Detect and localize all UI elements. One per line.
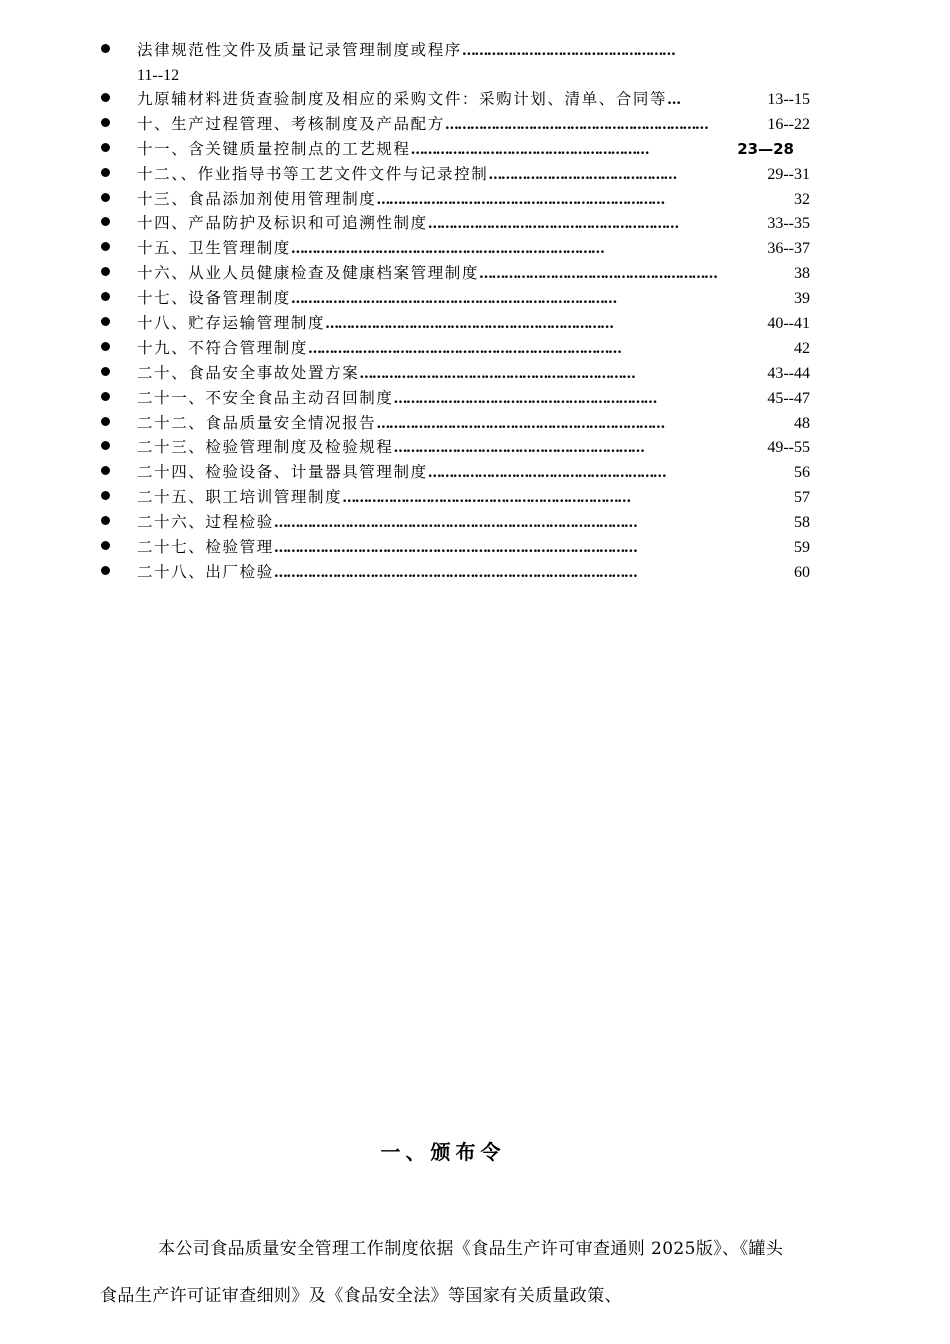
- toc-title: 二十、食品安全事故处置方案: [137, 363, 360, 382]
- toc-title: 十九、不符合管理制度: [137, 338, 309, 357]
- toc-title: 法律规范性文件及质量记录管理制度或程序: [137, 41, 462, 59]
- toc-page-number: 11--12: [137, 66, 180, 84]
- toc-title: 二十五、职工培训管理制度: [137, 488, 343, 507]
- toc-page-number: 57: [794, 489, 810, 507]
- bullet-icon: [101, 466, 110, 475]
- bullet-icon: [101, 242, 110, 251]
- toc-leader: ………………………………………………………: [393, 390, 657, 407]
- bullet-icon: [101, 491, 110, 500]
- section-heading: 一、颁布令: [380, 1140, 506, 1164]
- toc-title: 二十一、不安全食品主动召回制度: [137, 388, 394, 407]
- bullet-icon: [101, 417, 110, 426]
- toc-page-number: 29--31: [767, 165, 810, 183]
- toc-item: [98, 386, 810, 411]
- toc-item: [98, 187, 810, 212]
- toc-item: [98, 435, 810, 460]
- toc-leader: …………………………………………………………………: [308, 340, 621, 357]
- toc-leader: ……………………………………………: [461, 43, 675, 59]
- table-of-contents: [98, 38, 810, 585]
- toc-item: [98, 411, 810, 436]
- toc-title: 二十八、出厂检验: [137, 562, 274, 581]
- toc-leader: ……………………………………………………………: [376, 191, 664, 208]
- toc-page-number: 33--35: [767, 215, 810, 233]
- toc-page-number: 45--47: [767, 389, 810, 407]
- toc-leader: ……………………………………………………………………………: [273, 515, 637, 532]
- toc-leader: ………………………………………: [488, 166, 676, 183]
- toc-page-number: 32: [794, 190, 810, 208]
- toc-leader: …: [667, 92, 680, 108]
- toc-page-number: 13--15: [767, 91, 810, 108]
- toc-item: [98, 162, 810, 187]
- toc-page-number: 60: [794, 563, 810, 581]
- toc-leader: ………………………………………………………: [444, 116, 708, 133]
- bullet-icon: [101, 441, 110, 450]
- bullet-icon: [101, 217, 110, 226]
- toc-item: [98, 261, 810, 286]
- toc-title: 十、生产过程管理、考核制度及产品配方: [137, 114, 445, 133]
- toc-title: 二十六、过程检验: [137, 513, 274, 532]
- toc-title: 十四、产品防护及标识和可追溯性制度: [137, 214, 428, 233]
- toc-item: [98, 336, 810, 361]
- toc-leader: ……………………………………………………………………………: [273, 564, 637, 581]
- toc-page-number: 59: [794, 539, 810, 557]
- toc-page-number: 49--55: [767, 439, 810, 457]
- toc-item: [98, 485, 810, 510]
- toc-title: 二十三、检验管理制度及检验规程: [137, 438, 394, 457]
- toc-page-number: 38: [794, 265, 810, 283]
- toc-title: 十一、含关键质量控制点的工艺规程: [137, 139, 411, 158]
- toc-leader: …………………………………………………: [410, 141, 649, 158]
- toc-item: [98, 510, 810, 535]
- toc-leader: ……………………………………………………………: [325, 316, 613, 333]
- toc-item: [98, 87, 810, 112]
- toc-leader: …………………………………………………………………: [290, 241, 604, 258]
- toc-title: 二十二、食品质量安全情况报告: [137, 413, 377, 432]
- toc-title: 十七、设备管理制度: [137, 289, 291, 308]
- toc-item: [98, 137, 810, 162]
- toc-leader: ……………………………………………………: [427, 216, 678, 233]
- toc-title: 十五、卫生管理制度: [137, 239, 291, 258]
- bullet-icon: [101, 193, 110, 202]
- toc-leader: ……………………………………………………………………: [290, 291, 616, 308]
- toc-page-number: 36--37: [767, 240, 810, 258]
- toc-item: [98, 38, 810, 87]
- toc-title: 十八、贮存运输管理制度: [137, 314, 326, 333]
- bullet-icon: [101, 292, 110, 301]
- bullet-icon: [101, 392, 110, 401]
- toc-page-number: 56: [794, 464, 810, 482]
- toc-leader: ……………………………………………………………: [342, 490, 630, 507]
- toc-leader: …………………………………………………………: [359, 365, 635, 382]
- bullet-icon: [101, 267, 110, 276]
- bullet-icon: [101, 44, 110, 53]
- bullet-icon: [101, 342, 110, 351]
- bullet-icon: [101, 118, 110, 127]
- toc-title: 二十四、检验设备、计量器具管理制度: [137, 463, 428, 482]
- toc-title: 十二、、作业指导书等工艺文件文件与记录控制: [137, 164, 489, 183]
- toc-title: 十三、食品添加剂使用管理制度: [137, 189, 377, 208]
- toc-leader: ……………………………………………………: [393, 440, 644, 457]
- toc-item: [98, 236, 810, 261]
- bullet-icon: [101, 143, 110, 152]
- toc-leader: ……………………………………………………………: [376, 415, 664, 432]
- toc-leader: …………………………………………………: [479, 266, 717, 283]
- bullet-icon: [101, 168, 110, 177]
- toc-title: 九原辅材料进货查验制度及相应的采购文件：采购计划、清单、合同等: [137, 90, 668, 108]
- toc-leader: …………………………………………………: [427, 465, 666, 482]
- toc-page-number: 39: [794, 290, 810, 308]
- toc-leader: ……………………………………………………………………………: [273, 540, 637, 557]
- toc-page-number: 23—28: [737, 139, 794, 158]
- bullet-icon: [101, 317, 110, 326]
- toc-page-number: 40--41: [767, 315, 810, 333]
- bullet-icon: [101, 541, 110, 550]
- toc-item: [98, 560, 810, 585]
- bullet-icon: [101, 516, 110, 525]
- body-paragraph: 本公司食品质量安全管理工作制度依据《食品生产许可审查通则 2025版》、《罐头食品生产许可证审查细则》及《食品安全法》等国家有关质量政策、: [100, 1239, 784, 1306]
- toc-title: 二十七、检验管理: [137, 538, 274, 557]
- bullet-icon: [101, 93, 110, 102]
- toc-page-number: 48: [794, 414, 810, 432]
- toc-item: [98, 460, 810, 485]
- toc-item: [98, 112, 810, 137]
- toc-item: [98, 535, 810, 560]
- bullet-icon: [101, 367, 110, 376]
- toc-item: [98, 211, 810, 236]
- toc-page-number: 16--22: [767, 115, 810, 133]
- bullet-icon: [101, 566, 110, 575]
- toc-page-number: 42: [794, 339, 810, 357]
- toc-item: [98, 361, 810, 386]
- toc-page-number: 43--44: [767, 364, 810, 382]
- toc-item: [98, 286, 810, 311]
- toc-page-number: 58: [794, 514, 810, 532]
- toc-title: 十六、从业人员健康检查及健康档案管理制度: [137, 264, 480, 283]
- toc-item: [98, 311, 810, 336]
